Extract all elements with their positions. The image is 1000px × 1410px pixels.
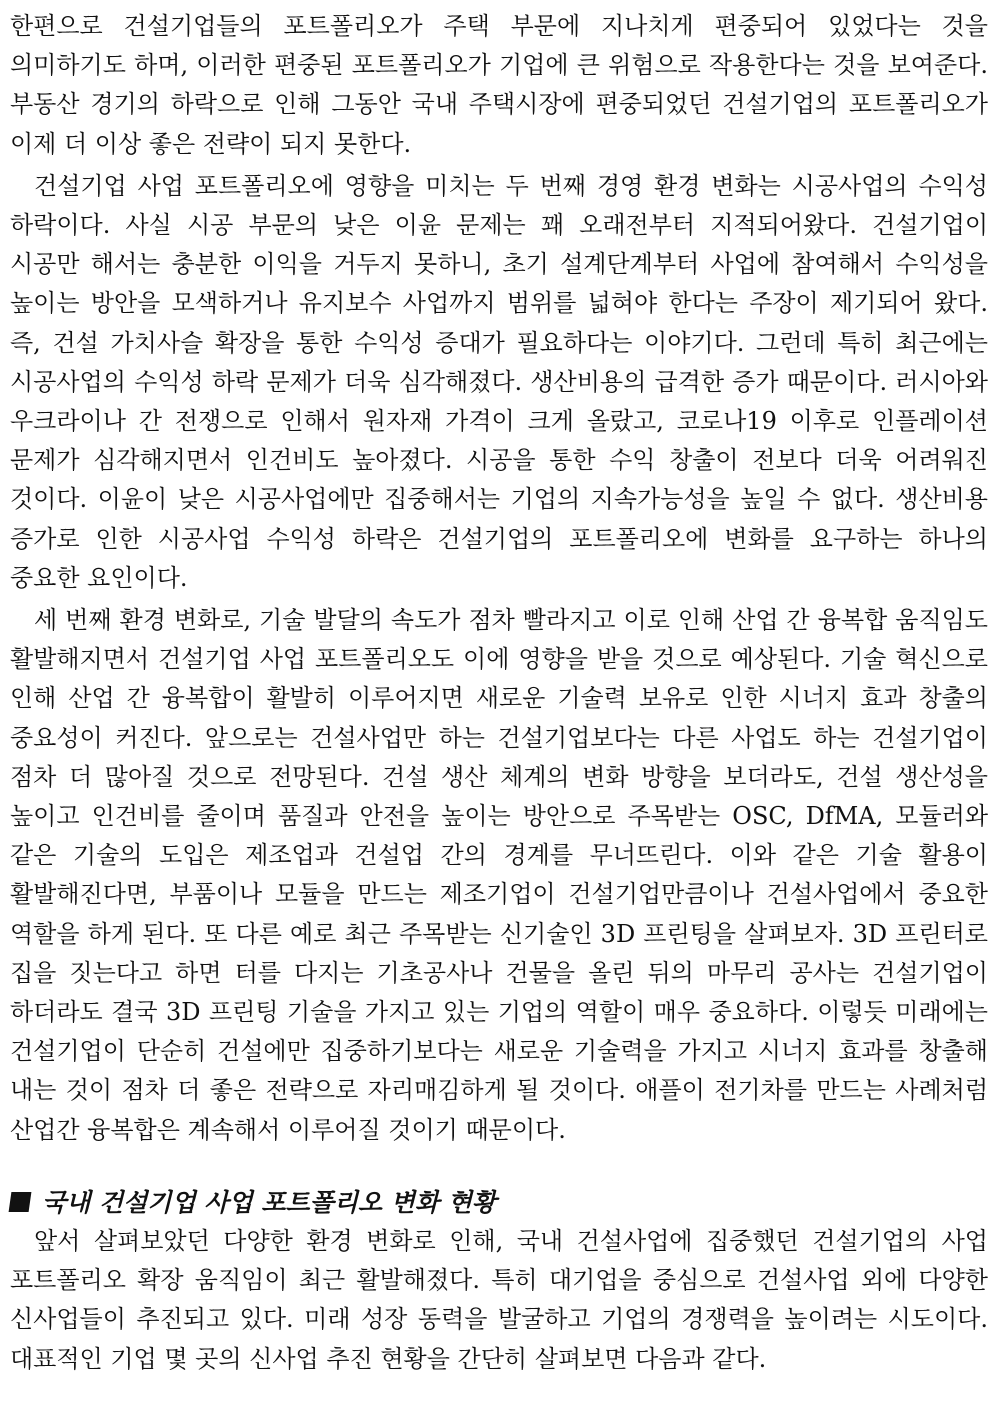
section-heading	[10, 1183, 988, 1222]
paragraph-portfolio-status: 앞서 살펴보았던 다양한 환경 변화로 인해, 국내 건설사업에 집중했던 건설기업의 사업 포트폴리오 확장 움직임이 최근 활발해졌다. 특히 대기업을 중심으로 건설사업 외에 다양한 신사업들이 추진되고 있다. 미래 성장 동력을 발굴하고 기업의 경쟁력을 높이려는 시도이다. 대표적인 기업 몇 곳의 신사업 추진 현황을 간단히 살펴보면 다음과 같다.	[10, 1226, 988, 1373]
paragraph-technology-convergence: 세 번째 환경 변화로, 기술 발달의 속도가 점차 빨라지고 이로 인해 산업 간 융복합 움직임도 활발해지면서 건설기업 사업 포트폴리오도 이에 영향을 받을 것으로 예상된다. 기술 혁신으로 인해 산업 간 융복합이 활발히 이루어지면 새로운 기술력 보유로 인한 시너지 효과 창출의 중요성이 커진다. 앞으로는 건설사업만 하는 건설기업보다는 다른 사업도 하는 건설기업이 점차 더 많아질 것으로 전망된다. 건설 생산 체계의 변화 방향을 보더라도, 건설 생산성을 높이고 인건비를 줄이며 품질과 안전을 높이는 방안으로 주목받는 OSC, DfMA, 모듈러와 같은 기술의 도입은 제조업과 건설업 간의 경계를 무너뜨린다. 이와 같은 기술 활용이 활발해진다면, 부품이나 모듈을 만드는 제조기업이 건설기업만큼이나 건설사업에서 중요한 역할을 하게 된다. 또 다른 예로 최근 주목받는 신기술인 3D 프린팅을 살펴보자. 3D 프린터로 집을 짓는다고 하면 터를 다지는 기초공사나 건물을 올린 뒤의 마무리 공사는 건설기업이 하더라도 결국 3D 프린팅 기술을 가지고 있는 기업의 역할이 매우 중요하다. 이렇듯 미래에는 건설기업이 단순히 건설에만 집중하기보다는 새로운 기술력을 가지고 시너지 효과를 창출해 내는 것이 점차 더 좋은 전략으로 자리매김하게 될 것이다. 애플이 전기차를 만드는 사례처럼 산업간 융복합은 계속해서 이루어질 것이기 때문이다.	[10, 606, 988, 1144]
paragraph-construction-profitability: 건설기업 사업 포트폴리오에 영향을 미치는 두 번째 경영 환경 변화는 시공사업의 수익성 하락이다. 사실 시공 부문의 낮은 이윤 문제는 꽤 오래전부터 지적되어왔다. 건설기업이 시공만 해서는 충분한 이익을 거두지 못하니, 초기 설계단계부터 사업에 참여해서 수익성을 높이는 방안을 모색하거나 유지보수 사업까지 범위를 넓혀야 한다는 주장이 제기되어 왔다. 즉, 건설 가치사슬 확장을 통한 수익성 증대가 필요하다는 이야기다. 그런데 특히 최근에는 시공사업의 수익성 하락 문제가 더욱 심각해졌다. 생산비용의 급격한 증가 때문이다. 러시아와 우크라이나 간 전쟁으로 인해서 원자재 가격이 크게 올랐고, 코로나19 이후로 인플레이션 문제가 심각해지면서 인건비도 높아졌다. 시공을 통한 수익 창출이 전보다 더욱 어려워진 것이다. 이윤이 낮은 시공사업에만 집중해서는 기업의 지속가능성을 높일 수 없다. 생산비용 증가로 인한 시공사업 수익성 하락은 건설기업의 포트폴리오에 변화를 요구하는 하나의 중요한 요인이다.	[10, 171, 989, 592]
document-page	[10, 0, 988, 1379]
section-title: 국내 건설기업 사업 포트폴리오 변화 현황	[42, 1187, 497, 1217]
black-square-icon	[9, 1192, 32, 1212]
paragraph-housing-portfolio: 한편으로 건설기업들의 포트폴리오가 주택 부문에 지나치게 편중되어 있었다는 것을 의미하기도 하며, 이러한 편중된 포트폴리오가 기업에 큰 위험으로 작용한다는 것을 보여준다. 부동산 경기의 하락으로 인해 그동안 국내 주택시장에 편중되었던 건설기업의 포트폴리오가 이제 더 이상 좋은 전략이 되지 못한다.	[10, 12, 988, 158]
